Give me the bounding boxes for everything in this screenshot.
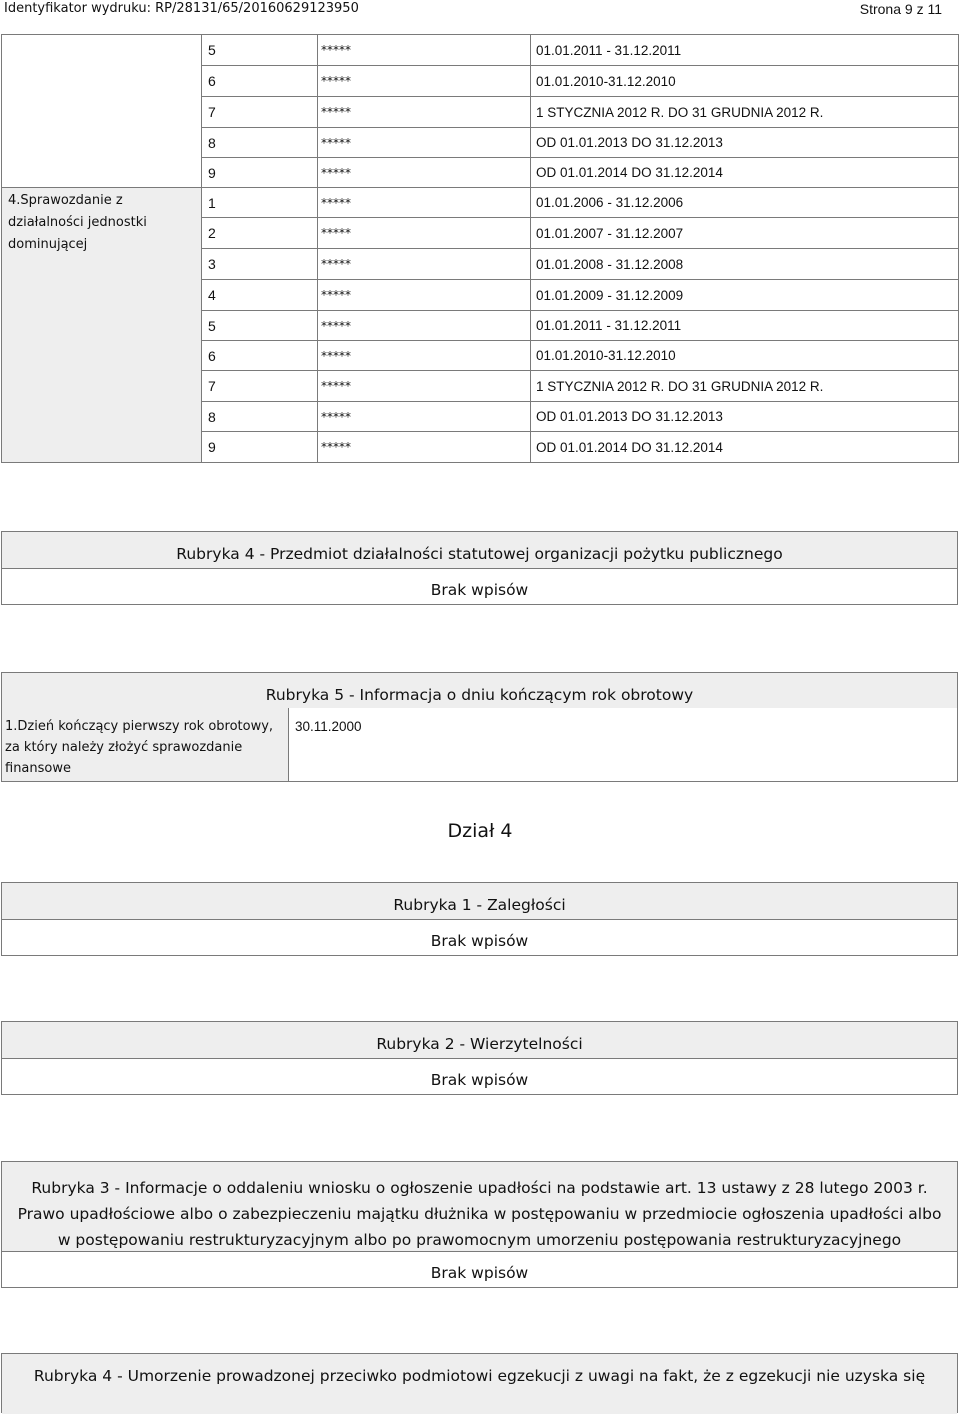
row-number: 8 [202,402,318,432]
no-entries-text: Brak wpisów [2,1251,957,1287]
period-range: OD 01.01.2013 DO 31.12.2013 [531,128,959,158]
rubryka-title: Rubryka 4 - Przedmiot działalności statutowej organizacji pożytku publicznego [2,532,957,568]
rubryka1-box [1,882,958,956]
table-row [2,66,959,97]
period-range: 1 STYCZNIA 2012 R. DO 31 GRUDNIA 2012 R. [531,371,959,402]
period-range: OD 01.01.2014 DO 31.12.2014 [531,158,959,188]
masked-value: ***** [318,97,531,128]
period-range: OD 01.01.2013 DO 31.12.2013 [531,402,959,432]
print-header [0,0,960,20]
field-value: 30.11.2000 [295,719,362,734]
rubryka5-title: Rubryka 5 - Informacja o dniu kończącym rok obrotowy [1,672,958,708]
row-number: 6 [202,341,318,371]
masked-value: ***** [318,218,531,249]
period-range: 01.01.2011 - 31.12.2011 [531,35,959,66]
row-number: 8 [202,128,318,158]
masked-value: ***** [318,432,531,463]
period-range: 01.01.2011 - 31.12.2011 [531,311,959,341]
empty-cell [2,158,202,188]
masked-value: ***** [318,311,531,341]
empty-cell [2,66,202,97]
row-number: 5 [202,311,318,341]
period-range: 01.01.2008 - 31.12.2008 [531,249,959,280]
masked-value: ***** [318,66,531,97]
row-number: 6 [202,66,318,97]
row-number: 9 [202,432,318,463]
field-label: 1.Dzień kończący pierwszy rok obrotowy, za który należy złożyć sprawozdanie finansowe [2,708,289,781]
no-entries-text: Brak wpisów [2,919,957,955]
masked-value: ***** [318,371,531,402]
period-range: 01.01.2007 - 31.12.2007 [531,218,959,249]
page-number: Strona 9 z 11 [859,1,942,17]
row-number: 7 [202,97,318,128]
rubryka-title: Rubryka 3 - Informacje o oddaleniu wniosku o ogłoszenie upadłości na podstawie art. 13 ustawy z 28 lutego 2003 r. Prawo upadłościowe albo o zabezpieczeniu majątku dłużnika w postępowaniu w przedmiocie ogłoszenia upadłości albo w postępowaniu restrukturyzacyjnym albo po prawomocnym umorzeniu postępowania restrukturyzacyjnego [2,1162,957,1251]
row-number: 4 [202,280,318,311]
masked-value: ***** [318,188,531,218]
no-entries-text: Brak wpisów [2,1058,957,1094]
rubryka-title: Rubryka 4 - Umorzenie prowadzonej przeciwko podmiotowi egzekucji z uwagi na fakt, że z egzekucji nie uzyska się [2,1354,957,1414]
row-number: 1 [202,188,318,218]
table-row [2,128,959,158]
masked-value: ***** [318,402,531,432]
period-range: OD 01.01.2014 DO 31.12.2014 [531,432,959,463]
row-number: 3 [202,249,318,280]
rubryka4-umorzenie-box [1,1353,958,1413]
rubryka4-przedmiot-box [1,531,958,605]
empty-cell [2,97,202,128]
print-identifier: Identyfikator wydruku: RP/28131/65/20160629123950 [4,1,359,16]
masked-value: ***** [318,280,531,311]
rubryka-title: Rubryka 2 - Wierzytelności [2,1022,957,1058]
period-range: 01.01.2006 - 31.12.2006 [531,188,959,218]
no-entries-text: Brak wpisów [2,568,957,604]
period-range: 01.01.2009 - 31.12.2009 [531,280,959,311]
rubryka-title: Rubryka 1 - Zaległości [2,883,957,919]
row-number: 2 [202,218,318,249]
table-row [2,158,959,188]
table-row [2,188,959,218]
masked-value: ***** [318,35,531,66]
section-label: 4.Sprawozdanie z działalności jednostki dominującej [2,188,202,463]
row-number: 5 [202,35,318,66]
section-title: Dział 4 [447,820,513,842]
period-range: 1 STYCZNIA 2012 R. DO 31 GRUDNIA 2012 R. [531,97,959,128]
rubryka2-box [1,1021,958,1095]
masked-value: ***** [318,158,531,188]
masked-value: ***** [318,249,531,280]
masked-value: ***** [318,341,531,371]
empty-cell [2,128,202,158]
table-row [2,97,959,128]
rubryka5-row [1,708,958,782]
table-row [2,35,959,66]
period-range: 01.01.2010-31.12.2010 [531,341,959,371]
masked-value: ***** [318,128,531,158]
rubryka3-box [1,1161,958,1288]
period-range: 01.01.2010-31.12.2010 [531,66,959,97]
empty-cell [2,35,202,66]
row-number: 7 [202,371,318,402]
periods-table [1,34,959,463]
row-number: 9 [202,158,318,188]
